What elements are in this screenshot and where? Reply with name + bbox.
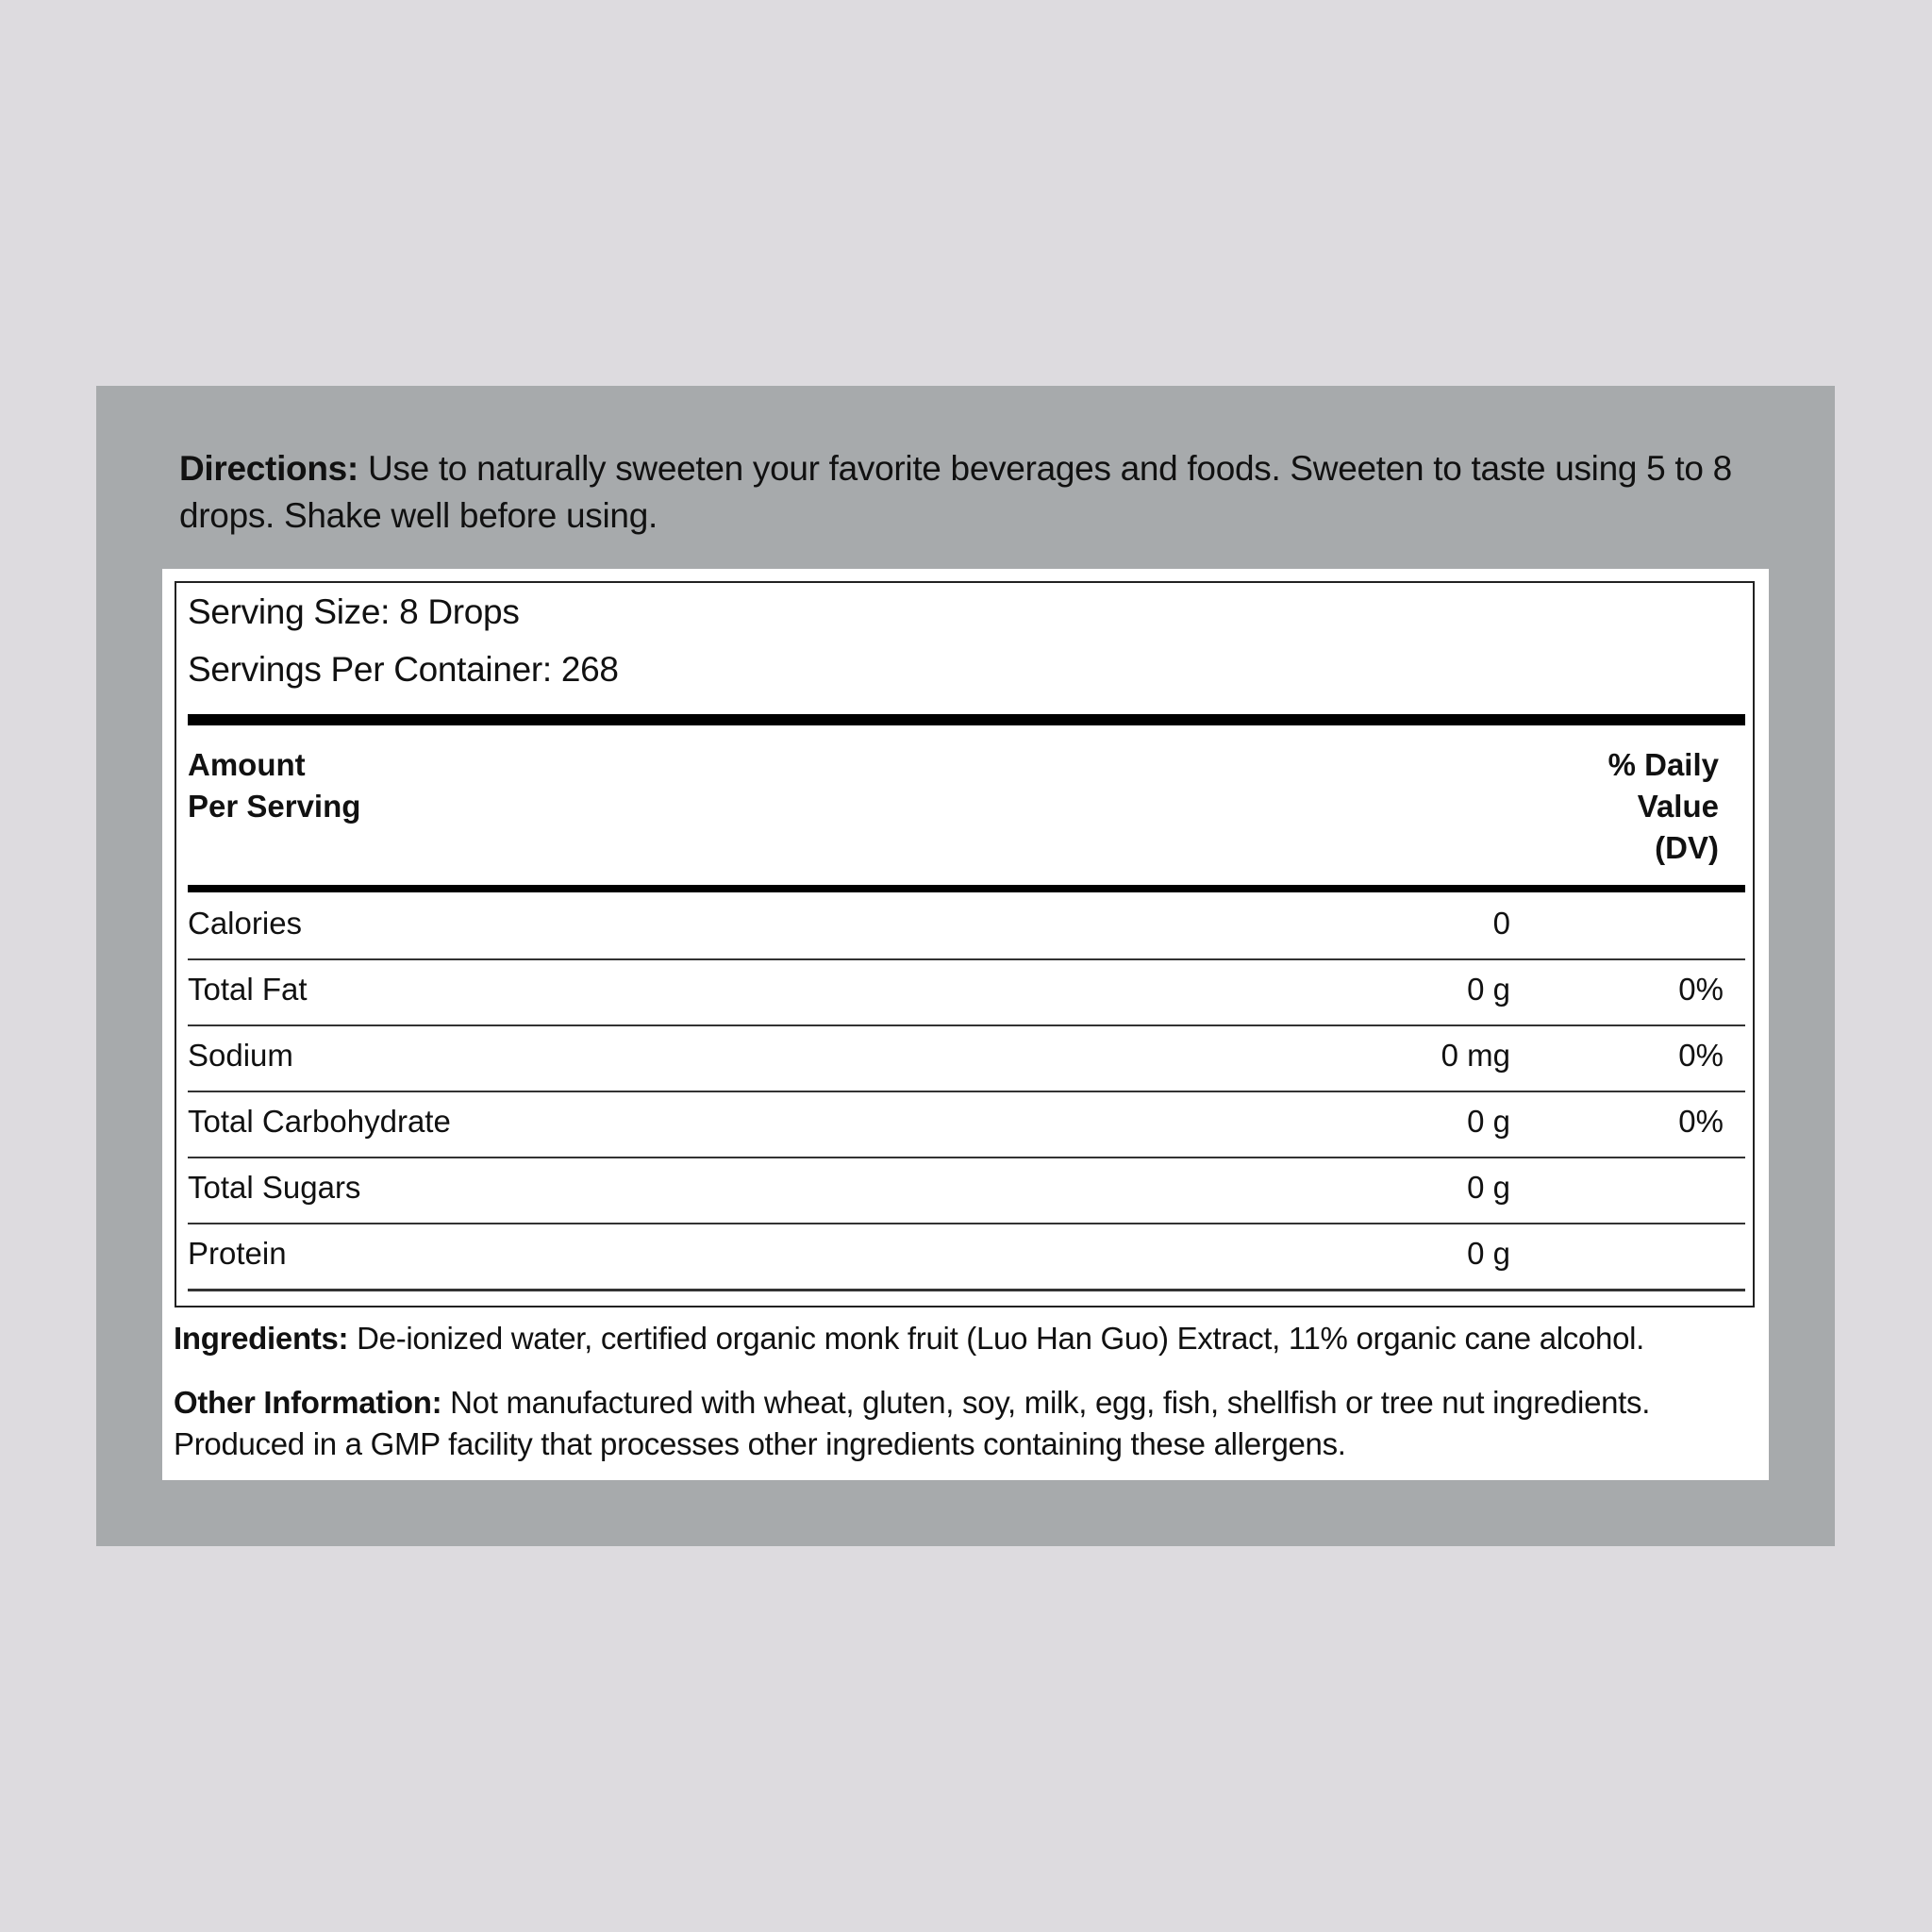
header-amount: Amount <box>188 747 306 782</box>
amount-per-serving-header <box>188 744 360 827</box>
nutrient-amount: 0 g <box>1467 1236 1510 1271</box>
other-information-label: Other Information: <box>174 1385 442 1420</box>
nutrient-name: Total Carbohydrate <box>188 1104 451 1139</box>
table-row <box>188 1024 1745 1091</box>
nutrient-name: Total Fat <box>188 972 308 1007</box>
other-information-paragraph <box>174 1382 1758 1465</box>
nutrient-name: Sodium <box>188 1038 293 1073</box>
supplement-label <box>162 569 1769 1480</box>
nutrient-dv: 0% <box>1678 1038 1724 1073</box>
ingredients-label: Ingredients: <box>174 1321 349 1356</box>
servings-per-container: Servings Per Container: 268 <box>188 650 619 689</box>
nutrient-amount: 0 <box>1492 906 1510 941</box>
table-row <box>188 892 1745 958</box>
header-divider <box>188 885 1745 892</box>
nutrient-amount: 0 g <box>1467 1104 1510 1139</box>
nutrient-name: Calories <box>188 906 303 941</box>
table-row <box>188 1091 1745 1157</box>
serving-size: Serving Size: 8 Drops <box>188 592 520 631</box>
header-percent-daily: % Daily <box>1607 747 1719 782</box>
product-info-panel <box>96 386 1835 1546</box>
daily-value-header <box>1608 744 1719 869</box>
directions-label: Directions: <box>179 449 358 488</box>
ingredients-paragraph <box>174 1318 1768 1359</box>
nutrition-facts-table <box>175 581 1755 1307</box>
other-information-text: Not manufactured with wheat, gluten, soy, milk, egg, fish, shellfish or tree nut ingredients. Produced in a GMP facility that processes other ingredients containing these allergens. <box>174 1385 1651 1461</box>
header-per-serving: Per Serving <box>188 789 361 824</box>
nutrient-name: Protein <box>188 1236 287 1271</box>
header-dv: (DV) <box>1655 830 1719 865</box>
table-row <box>188 958 1745 1024</box>
directions-text: Use to naturally sweeten your favorite beverages and foods. Sweeten to taste using 5 to 8 drops. Shake well before using. <box>179 449 1732 535</box>
nutrient-amount: 0 mg <box>1441 1038 1510 1073</box>
nutrient-dv: 0% <box>1678 1104 1724 1139</box>
ingredients-text: De-ionized water, certified organic monk fruit (Luo Han Guo) Extract, 11% organic cane alcohol. <box>348 1321 1645 1356</box>
nutrient-name: Total Sugars <box>188 1170 361 1205</box>
table-row <box>188 1223 1745 1289</box>
nutrient-amount: 0 g <box>1467 972 1510 1007</box>
nutrient-dv: 0% <box>1678 972 1724 1007</box>
table-row <box>188 1157 1745 1223</box>
directions-paragraph <box>179 445 1783 540</box>
thick-divider <box>188 714 1745 725</box>
header-value: Value <box>1637 789 1719 824</box>
nutrient-amount: 0 g <box>1467 1170 1510 1205</box>
table-bottom-divider <box>188 1289 1745 1291</box>
